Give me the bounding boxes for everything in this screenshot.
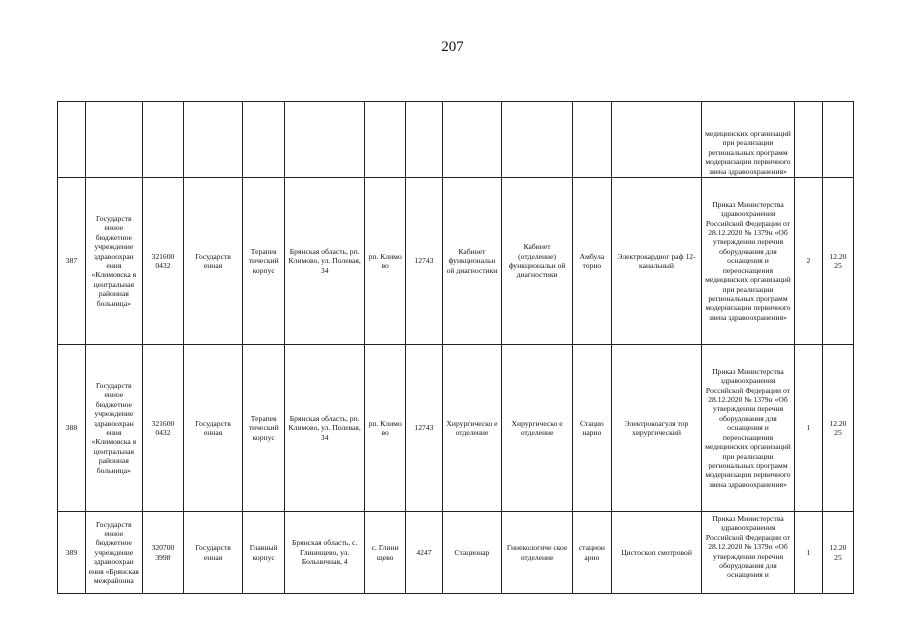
table-row-continued — [58, 102, 854, 178]
cell-subunit — [502, 102, 572, 178]
cell-no — [58, 102, 86, 178]
cell-no: 388 — [58, 345, 86, 512]
cell-equipment: Цистоскоп смотровой — [612, 512, 702, 594]
cell-locality: с. Глини щево — [364, 512, 405, 594]
cell-ownership: Государств енная — [184, 345, 243, 512]
cell-ownership — [184, 102, 243, 178]
cell-institution — [85, 102, 142, 178]
cell-population — [406, 102, 442, 178]
cell-locality: рп. Климо во — [364, 178, 405, 345]
table-row — [58, 178, 854, 345]
cell-locality: рп. Климо во — [364, 345, 405, 512]
cell-care: Стацио нарно — [572, 345, 611, 512]
cell-care — [572, 102, 611, 178]
cell-address: Брянская область, рп. Климово, ул. Полевая, 34 — [285, 345, 365, 512]
cell-date: 12.20 25 — [822, 178, 853, 345]
cell-ownership: Государств енная — [184, 178, 243, 345]
table-row — [58, 512, 854, 594]
cell-institution: Государств енное бюджетное учреждение здравоохран ения «Климовска я центральная районная больница» — [85, 345, 142, 512]
cell-no: 387 — [58, 178, 86, 345]
cell-subunit: Кабинет (отделение) функциональн ой диагностики — [502, 178, 572, 345]
cell-basis: Приказ Министерства здравоохранения Российской Федерации от 28.12.2020 № 1379н «Об утверждении перечня оборудования для оснащения и — [701, 512, 794, 594]
cell-ownership: Государств енная — [184, 512, 243, 594]
cell-population: 4247 — [406, 512, 442, 594]
cell-institution: Государств енное бюджетное учреждение здравоохран ения «Брянская межрайонна — [85, 512, 142, 594]
cell-qty — [794, 102, 822, 178]
cell-qty: 1 — [794, 512, 822, 594]
cell-care: стацион арно — [572, 512, 611, 594]
cell-basis: Приказ Министерства здравоохранения Российской Федерации от 28.12.2020 № 1379н «Об утверждении перечня оборудования для оснащения и переоснащения медицинских организаций при реализации региональных программ модернизации первичного звена здравоохранения» — [701, 345, 794, 512]
cell-building — [243, 102, 285, 178]
cell-code: 321600 0432 — [142, 345, 183, 512]
cell-unit — [442, 102, 502, 178]
cell-equipment: Электрокоагуля тор хирургический — [612, 345, 702, 512]
page-number: 207 — [441, 39, 464, 55]
cell-locality — [364, 102, 405, 178]
cell-unit: Стационар — [442, 512, 502, 594]
cell-address: Брянская область, рп. Климово, ул. Полевая, 34 — [285, 178, 365, 345]
cell-code — [142, 102, 183, 178]
cell-date — [822, 102, 853, 178]
cell-qty: 1 — [794, 345, 822, 512]
cell-code: 321600 0432 — [142, 178, 183, 345]
cell-institution: Государств енное бюджетное учреждение здравоохран ения «Климовска я центральная районная больница» — [85, 178, 142, 345]
cell-basis: медицинских организаций при реализации региональных программ модернизации первичного звена здравоохранения» — [701, 102, 794, 178]
cell-building: Терапев тический корпус — [243, 178, 285, 345]
table-row — [58, 345, 854, 512]
cell-unit: Хирургическо е отделение — [442, 345, 502, 512]
cell-date: 12.20 25 — [822, 512, 853, 594]
cell-population: 12743 — [406, 178, 442, 345]
cell-building: Терапев тический корпус — [243, 345, 285, 512]
equipment-registry-table — [57, 101, 854, 594]
cell-subunit: Гинекологиче ское отделение — [502, 512, 572, 594]
cell-basis: Приказ Министерства здравоохранения Российской Федерации от 28.12.2020 № 1379н «Об утверждении перечня оборудования для оснащения и переоснащения медицинских организаций при реализации региональных программ модернизации первичного звена здравоохранения» — [701, 178, 794, 345]
cell-date: 12.20 25 — [822, 345, 853, 512]
cell-qty: 2 — [794, 178, 822, 345]
cell-address — [285, 102, 365, 178]
cell-population: 12743 — [406, 345, 442, 512]
cell-equipment — [612, 102, 702, 178]
cell-no: 389 — [58, 512, 86, 594]
cell-address: Брянская область, с. Глинищево, ул. Больничная, 4 — [285, 512, 365, 594]
cell-equipment: Электрокардиог раф 12-канальный — [612, 178, 702, 345]
cell-unit: Кабинет функциональн ой диагностики — [442, 178, 502, 345]
cell-care: Амбула торно — [572, 178, 611, 345]
cell-code: 320700 3998 — [142, 512, 183, 594]
cell-subunit: Хирургическо е отделение — [502, 345, 572, 512]
cell-building: Главный корпус — [243, 512, 285, 594]
